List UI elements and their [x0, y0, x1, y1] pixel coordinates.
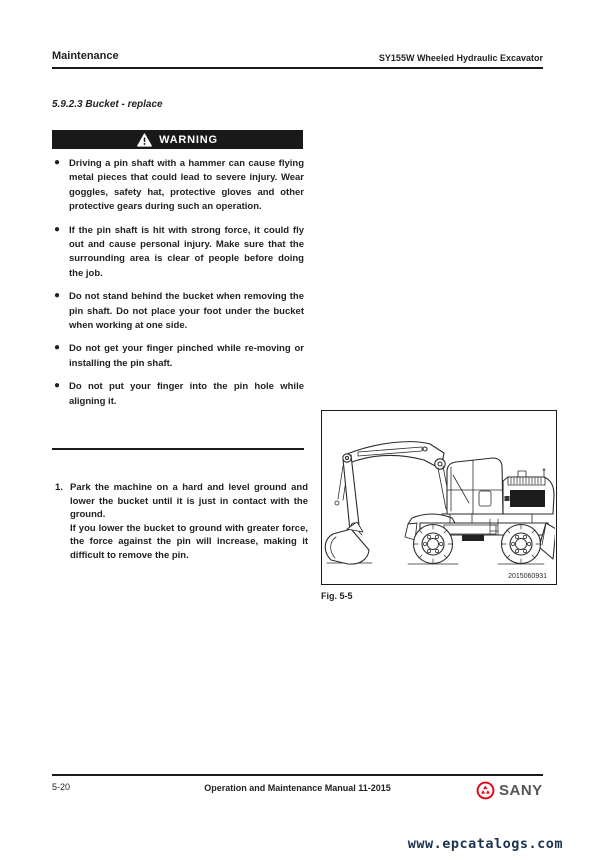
- warning-bullet-item: [52, 380, 304, 409]
- warning-bullet-text: Do not get your finger pinched while re-moving or installing the pin shaft.: [69, 343, 304, 369]
- procedure-step-1: [52, 481, 308, 562]
- warning-banner: [52, 130, 303, 149]
- step-text: Park the machine on a hard and level ground and lower the bucket until it is just in contact with the ground.: [70, 482, 308, 520]
- warning-banner-label: WARNING: [159, 133, 218, 146]
- sany-logo: [476, 781, 543, 800]
- step-note: If you lower the bucket to ground with greater force, the force against the pin will increase, making it difficult to remove the pin.: [70, 522, 308, 561]
- excavator-illustration: [322, 411, 555, 583]
- warning-bullet-text: Do not put your finger into the pin hole while aligning it.: [69, 381, 304, 407]
- warning-bullet-text: Do not stand behind the bucket when removing the pin shaft. Do not place your foot under the bucket when working at one side.: [69, 291, 304, 332]
- warning-bullet-item: [52, 224, 304, 282]
- warning-bullet-item: [52, 342, 304, 371]
- bullet-icon: ●: [54, 157, 61, 168]
- bullet-icon: ●: [54, 380, 61, 392]
- section-title: 5.9.2.3 Bucket - replace: [52, 99, 163, 110]
- footer-page-number: 5-20: [52, 782, 71, 792]
- sany-emblem-icon: [476, 781, 495, 800]
- warning-section-rule: [52, 448, 304, 450]
- warning-bullet-text: If the pin shaft is hit with strong force, it could fly out and cause personal injury. Make sure that the surrounding area is clear of people before doing the job.: [69, 224, 304, 279]
- footer-rule: [52, 774, 543, 776]
- warning-bullet-item: [52, 290, 304, 333]
- warning-bullet-list: [52, 157, 304, 418]
- header-model-title: SY155W Wheeled Hydraulic Excavator: [378, 53, 543, 63]
- figure-image-number: 2015060931: [508, 573, 547, 580]
- header-chapter-title: Maintenance: [52, 50, 119, 62]
- warning-triangle-icon: [137, 133, 152, 147]
- footer-manual-title: Operation and Maintenance Manual 11-2015: [204, 783, 391, 793]
- figure-caption: Fig. 5-5: [321, 591, 353, 601]
- bullet-icon: ●: [54, 342, 61, 354]
- bullet-icon: ●: [54, 290, 61, 302]
- warning-bullet-text: Driving a pin shaft with a hammer can cause flying metal pieces that could lead to severe injury. Wear goggles, safety hat, protective gloves and other protective gears during such an operation.: [69, 158, 304, 213]
- procedure-steps: [52, 481, 308, 562]
- watermark-url: www.epcatalogs.com: [407, 836, 563, 852]
- sany-wordmark: SANY: [499, 782, 543, 799]
- warning-bullet-item: [52, 157, 304, 215]
- bullet-icon: ●: [54, 223, 61, 235]
- step-number: 1.: [55, 482, 63, 493]
- header-rule: [52, 67, 543, 69]
- figure-5-5: [321, 410, 557, 585]
